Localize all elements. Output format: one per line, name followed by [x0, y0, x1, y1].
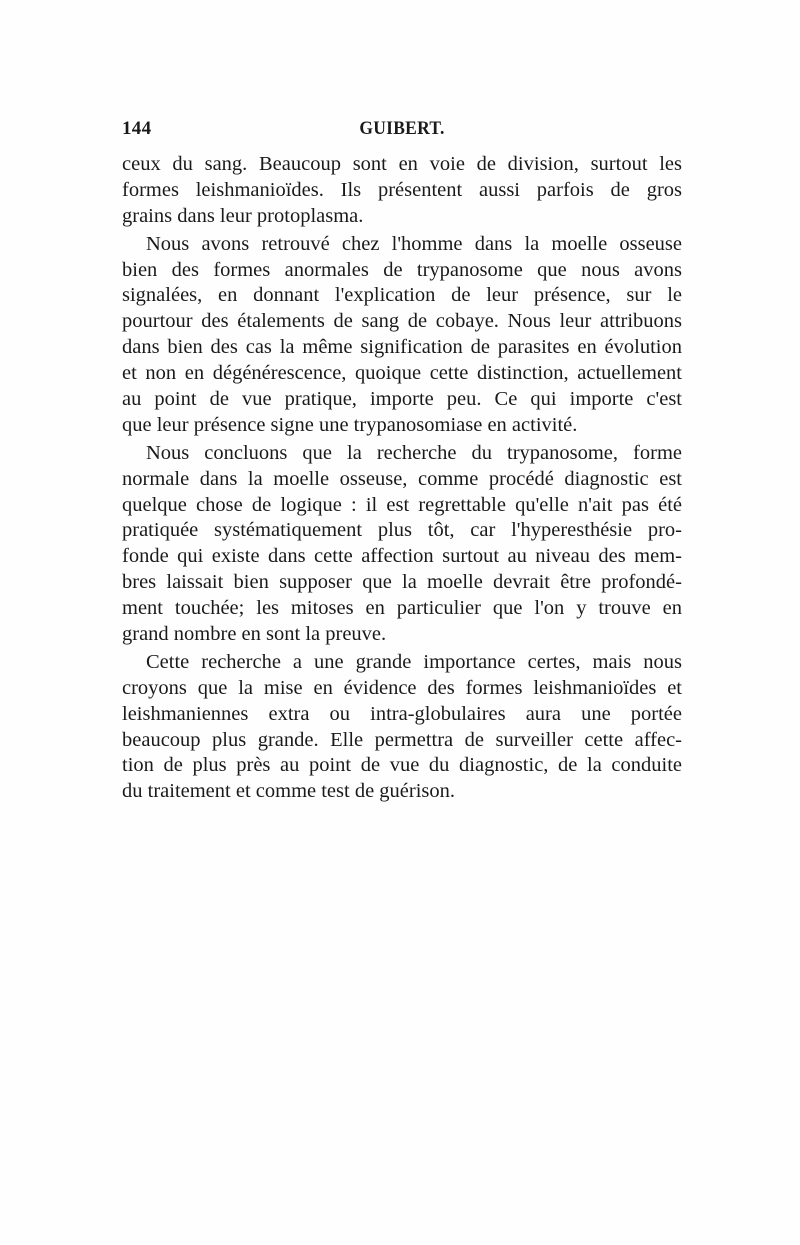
body-text: [122, 152, 682, 805]
text-line: et non en dégénérescence, quoique cette distinction, actuellement: [122, 362, 682, 385]
text-line: signalées, en donnant l'explication de leur présence, sur le: [122, 284, 682, 307]
page-header: [122, 118, 682, 142]
text-line: leishmaniennes extra ou intra-globulaires aura une portée: [122, 702, 682, 725]
text-line: grand nombre en sont la preuve.: [122, 623, 387, 646]
text-line: beaucoup plus grande. Elle permettra de surveiller cette affec-: [122, 728, 682, 751]
text-line: pratiquée systématiquement plus tôt, car l'hyperesthésie pro-: [122, 519, 682, 542]
paragraph: [122, 152, 682, 230]
text-line: Nous concluons que la recherche du trypanosome, forme: [146, 441, 682, 464]
page-number: 144: [122, 118, 152, 139]
text-line: ment touchée; les mitoses en particulier que l'on y trouve en: [122, 597, 682, 620]
text-line: bres laissait bien supposer que la moelle devrait être profondé-: [122, 571, 682, 594]
text-line: normale dans la moelle osseuse, comme procédé diagnostic est: [122, 467, 682, 490]
text-line: tion de plus près au point de vue du diagnostic, de la conduite: [122, 754, 682, 777]
paragraph: [122, 650, 682, 805]
paragraph: [122, 232, 682, 439]
text-line: Nous avons retrouvé chez l'homme dans la moelle osseuse: [146, 232, 682, 255]
text-line: grains dans leur protoplasma.: [122, 204, 364, 227]
running-title: GUIBERT.: [359, 118, 445, 139]
text-line: pourtour des étalements de sang de cobaye. Nous leur attribuons: [122, 310, 682, 333]
text-line: quelque chose de logique : il est regrettable qu'elle n'ait pas été: [122, 493, 682, 516]
text-line: croyons que la mise en évidence des formes leishmanioïdes et: [122, 676, 682, 699]
text-line: ceux du sang. Beaucoup sont en voie de division, surtout les: [122, 153, 682, 175]
text-line: formes leishmanioïdes. Ils présentent aussi parfois de gros: [122, 178, 682, 201]
text-line: que leur présence signe une trypanosomiase en activité.: [122, 413, 578, 436]
text-line: dans bien des cas la même signification de parasites en évolution: [122, 336, 682, 359]
paragraph: [122, 441, 682, 648]
text-line: fonde qui existe dans cette affection surtout au niveau des mem-: [122, 545, 682, 568]
text-line: bien des formes anormales de trypanosome que nous avons: [122, 258, 682, 281]
text-line: du traitement et comme test de guérison.: [122, 780, 456, 803]
text-line: Cette recherche a une grande importance certes, mais nous: [146, 650, 682, 673]
text-line: au point de vue pratique, importe peu. Ce qui importe c'est: [122, 388, 682, 411]
